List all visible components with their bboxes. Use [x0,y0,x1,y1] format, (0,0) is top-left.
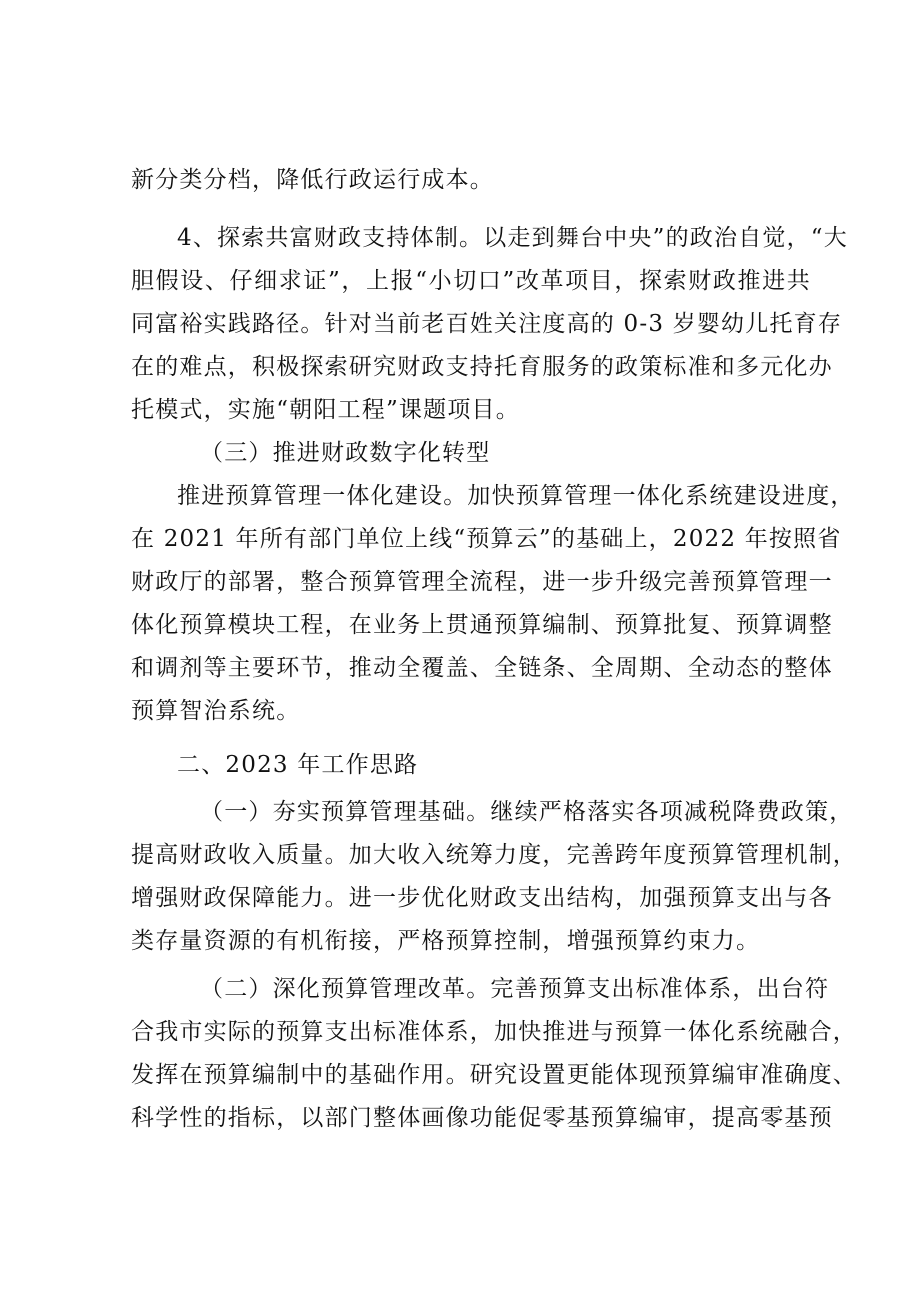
paragraph-line: 推进预算管理一体化建设。加快预算管理一体化系统建设进度， [177,483,855,509]
paragraph-line: （二）深化预算管理改革。完善预算支出标准体系，出台符 [200,976,830,1002]
paragraph-line: 同富裕实践路径。针对当前老百姓关注度高的 0-3 岁婴幼儿托育存 [131,311,843,337]
paragraph-line: 在的难点，积极探索研究财政支持托育服务的政策标准和多元化办 [131,354,833,380]
paragraph-line: 类存量资源的有机衔接，严格预算控制，增强预算约束力。 [131,928,761,954]
paragraph-line: 提高财政收入质量。加大收入统筹力度，完善跨年度预算管理机制， [131,842,857,868]
paragraph-line: 和调剂等主要环节，推动全覆盖、全链条、全周期、全动态的整体 [131,655,833,681]
paragraph-line: 合我市实际的预算支出标准体系，加快推进与预算一体化系统融合， [131,1019,857,1045]
paragraph-line: 在 2021 年所有部门单位上线“预算云”的基础上，2022 年按照省 [131,526,842,552]
paragraph-line: 科学性的指标，以部门整体画像功能促零基预算编审，提高零基预 [131,1105,833,1131]
paragraph-line: 4、探索共富财政支持体制。以走到舞台中央”的政治自觉，“大 [177,225,848,251]
paragraph-line: （一）夯实预算管理基础。继续严格落实各项减税降费政策， [200,799,854,825]
section-heading: （三）推进财政数字化转型 [200,440,491,466]
paragraph-line: 财政厅的部署，整合预算管理全流程，进一步升级完善预算管理一 [131,569,833,595]
paragraph-line: 新分类分档，降低行政运行成本。 [131,167,494,193]
section-heading: 二、2023 年工作思路 [177,752,419,778]
paragraph-line: 体化预算模块工程，在业务上贯通预算编制、预算批复、预算调整 [131,612,833,638]
paragraph-line: 胆假设、仔细求证”，上报“小切口”改革项目，探索财政推进共 [131,268,811,294]
paragraph-line: 增强财政保障能力。进一步优化财政支出结构，加强预算支出与各 [131,885,833,911]
paragraph-line: 预算智治系统。 [131,698,301,724]
paragraph-line: 托模式，实施“朝阳工程”课题项目。 [131,397,520,423]
paragraph-line: 发挥在预算编制中的基础作用。研究设置更能体现预算编审准确度、 [131,1062,857,1088]
